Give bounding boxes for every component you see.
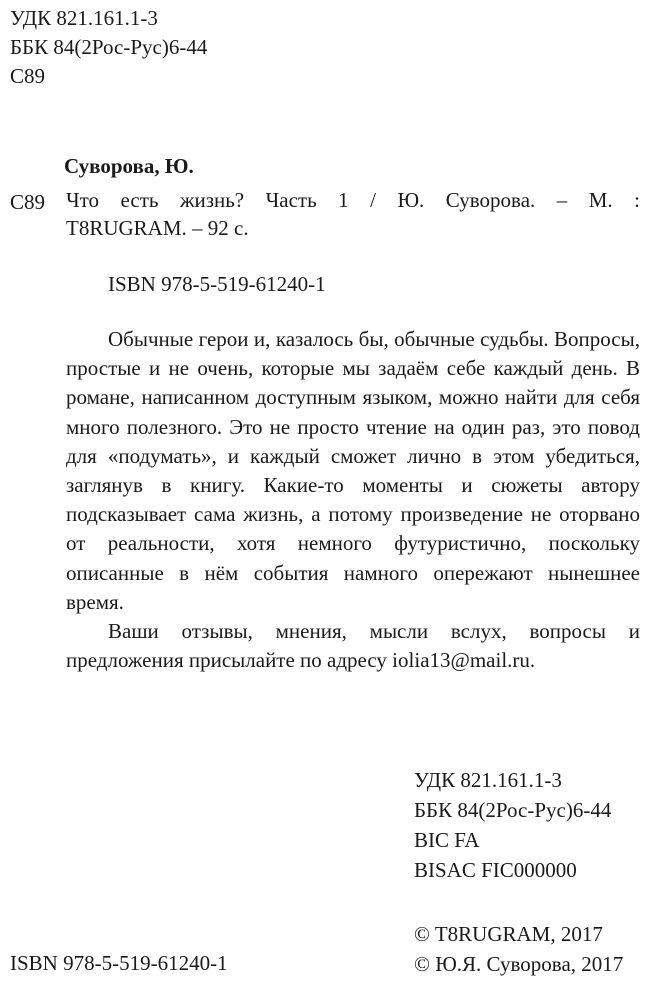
copyright-author: © Ю.Я. Суворова, 2017	[414, 952, 624, 976]
annotation-paragraph-2: Ваши отзывы, мнения, мысли вслух, вопросы и предложения присылайте по адресу iolia13@mail.ru.	[66, 619, 640, 673]
bisac-code: BISAC FIC000000	[414, 858, 577, 882]
udk-code: УДК 821.161.1-3	[10, 6, 158, 30]
bbk-code-bottom: ББК 84(2Рос-Рус)6-44	[414, 798, 612, 822]
isbn-catalog: ISBN 978-5-519-61240-1	[108, 272, 326, 296]
copyright-block	[414, 920, 623, 980]
annotation	[66, 325, 640, 675]
citation-line-1: Что есть жизнь? Часть 1 / Ю. Суворова. – М. :	[66, 188, 640, 212]
bibliographic-citation	[66, 186, 640, 242]
author-mark: С89	[10, 64, 46, 88]
bic-code: BIC FA	[414, 828, 480, 852]
bbk-code: ББК 84(2Рос-Рус)6-44	[10, 35, 208, 59]
author-heading: Суворова, Ю.	[64, 154, 194, 178]
bottom-classification-codes	[414, 766, 611, 886]
annotation-paragraph-1: Обычные герои и, казалось бы, обычные судьбы. Вопросы, простые и не очень, которые мы задаём себе каждый день. В романе, написанном доступным языком, можно найти для себя много полезного. Это не просто чтение на один раз, это повод для «подумать», и каждый сможет лично в этом убедиться, заглянув в книгу. Какие-то моменты и сюжеты автору подсказывает сама жизнь, а потому произведение не оторвано от реальности, хотя немного футуристично, поскольку описанные в нём события намного опережают нынешнее время.	[66, 327, 640, 614]
top-classification-codes	[10, 4, 207, 91]
catalog-author-mark: С89	[10, 190, 46, 214]
citation-line-2: T8RUGRAM. – 92 с.	[66, 216, 249, 240]
udk-code-bottom: УДК 821.161.1-3	[414, 768, 562, 792]
isbn-footer: ISBN 978-5-519-61240-1	[10, 951, 228, 975]
copyright-publisher: © T8RUGRAM, 2017	[414, 922, 603, 946]
